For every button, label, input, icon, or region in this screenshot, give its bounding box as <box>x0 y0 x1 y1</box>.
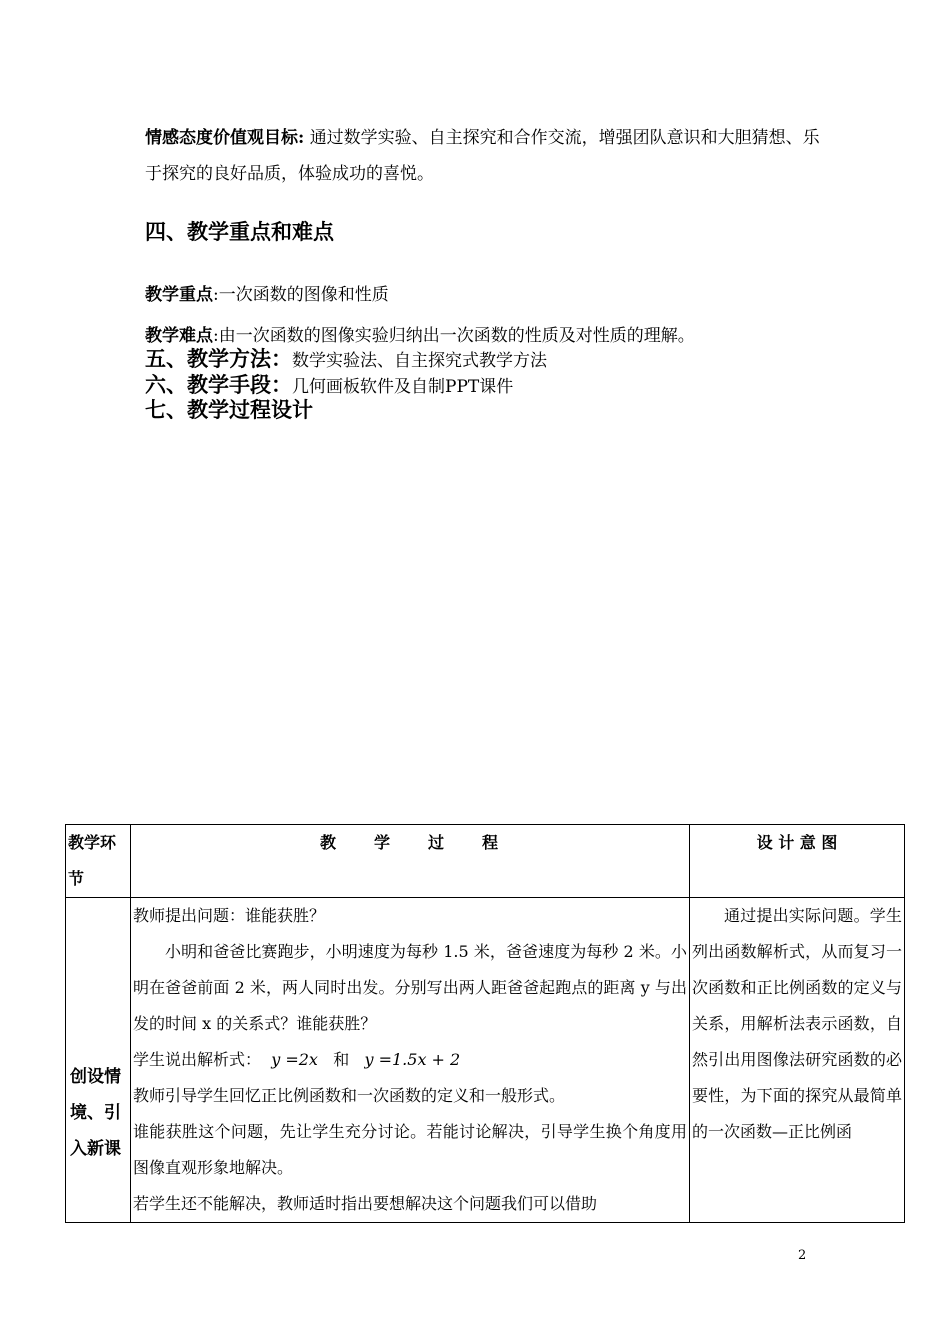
section-5-text: 数学实验法、自主探究式教学方法 <box>292 351 547 371</box>
emotional-goal-text: 通过数学实验、自主探究和合作交流，增强团队意识和大胆猜想、乐于探究的良好品质，体验成功的喜悦。 <box>145 128 820 184</box>
header-stage: 教学环节 <box>66 825 131 898</box>
header-intent: 设 计 意 图 <box>756 833 838 852</box>
teaching-process-table <box>65 824 905 1223</box>
header-process-cell <box>131 825 690 898</box>
process-formula-line <box>133 1042 687 1078</box>
process-content <box>131 898 689 1222</box>
teaching-difficulty-label: 教学难点 <box>145 326 213 346</box>
teaching-difficulty-text: :由一次函数的图像实验归纳出一次函数的性质及对性质的理解。 <box>213 326 695 346</box>
table-header-row <box>66 825 905 898</box>
intent-text: 通过提出实际问题。学生列出函数解析式，从而复习一次函数和正比例函数的定义与关系，用解析法表示函数，自然引出用图像法研究函数的必要性，为下面的探究从最简单的一次函数—正比例函 <box>692 906 902 1141</box>
process-cell <box>131 898 690 1223</box>
teaching-key-point <box>145 280 389 305</box>
emotional-goal-label: 情感态度价值观目标: <box>145 128 305 148</box>
teaching-key-text: :一次函数的图像和性质 <box>213 285 389 305</box>
process-scenario: 小明和爸爸比赛跑步，小明速度为每秒 1.5 米，爸爸速度为每秒 2 米。小明在爸爸前面 2 米，两人同时出发。分别写出两人距爸爸起跑点的距离 y 与出发的时间 x 的关系式？谁能获胜？ <box>133 942 687 1033</box>
intent-cell <box>690 898 905 1223</box>
section-7-title: 七、教学过程设计 <box>145 397 313 422</box>
stage-cell <box>66 898 131 1223</box>
teaching-key-label: 教学重点 <box>145 285 213 305</box>
header-intent-cell <box>690 825 905 898</box>
process-review: 教师引导学生回忆正比例函数和一次函数的定义和一般形式。 <box>133 1086 566 1105</box>
formula-dad: y =2x <box>271 1050 318 1069</box>
section-6-text: 几何画板软件及自制PPT课件 <box>292 377 514 397</box>
formula-xiaoming: y =1.5x + 2 <box>364 1050 461 1069</box>
section-5-title: 五、教学方法： <box>145 346 292 371</box>
section-4-title: 四、教学重点和难点 <box>145 219 334 244</box>
header-process: 教 学 过 程 <box>319 833 500 852</box>
section-6-title: 六、教学手段： <box>145 372 292 397</box>
table-row <box>66 898 905 1223</box>
page-number: 2 <box>798 1248 807 1263</box>
stage-label: 创设情境、引入新课 <box>70 1067 121 1159</box>
process-guidance: 若学生还不能解决，教师适时指出要想解决这个问题我们可以借助 <box>133 1194 598 1213</box>
emotional-goal-paragraph <box>145 120 825 192</box>
process-discussion: 谁能获胜这个问题，先让学生充分讨论。若能讨论解决，引导学生换个角度用图像直观形象地解决。 <box>133 1122 687 1177</box>
formula-and: 和 <box>333 1050 350 1069</box>
process-question: 教师提出问题：谁能获胜？ <box>133 906 326 925</box>
process-formula-intro: 学生说出解析式： <box>133 1050 262 1069</box>
